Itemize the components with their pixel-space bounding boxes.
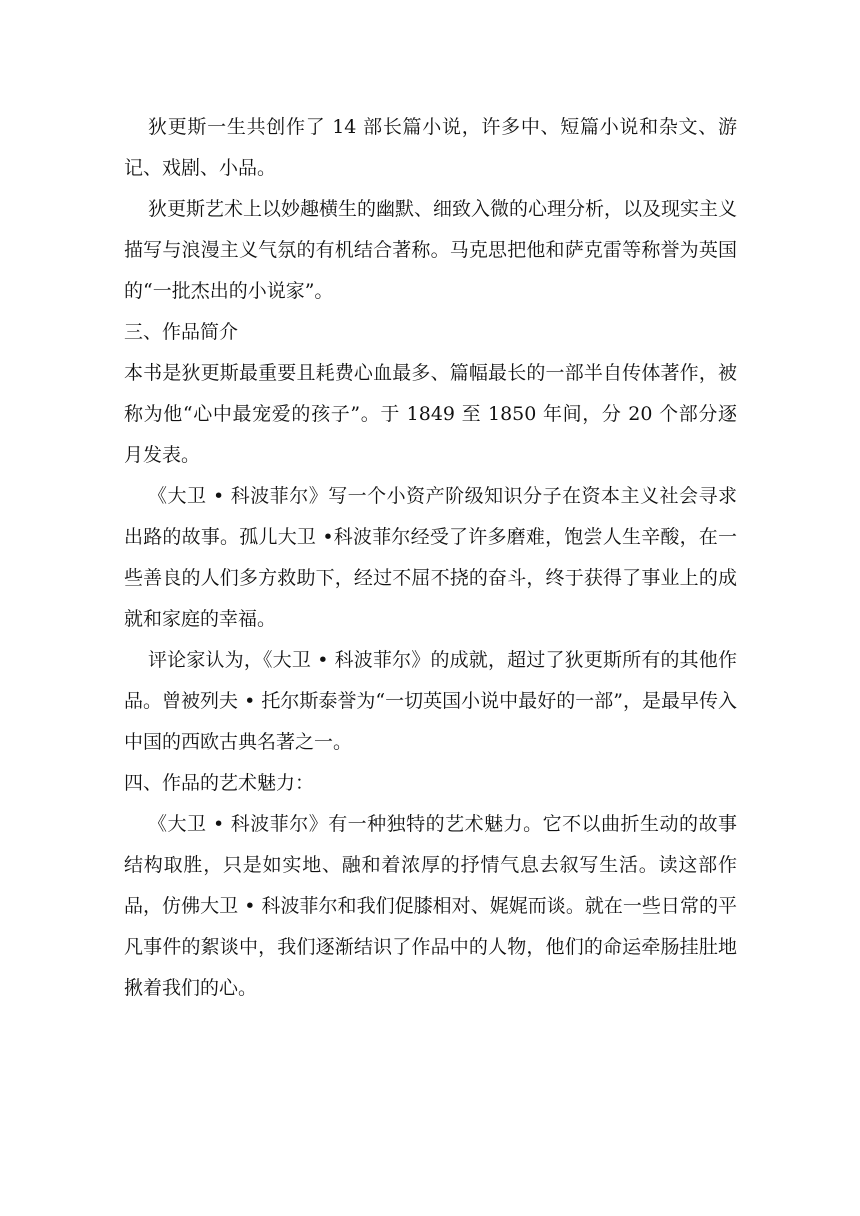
paragraph-critical-reception: 评论家认为，《大卫 • 科波菲尔》的成就，超过了狄更斯所有的其他作品。曾被列夫 • 托尔斯泰誉为“一切英国小说中最好的一部”，是最早传入中国的西欧古典名著之一。	[124, 649, 737, 753]
section-heading-artistic-charm: 四、作品的艺术魅力：	[124, 772, 315, 794]
paragraph-artistic-charm: 《大卫 • 科波菲尔》有一种独特的艺术魅力。它不以曲折生动的故事结构取胜，只是如实地、融和着浓厚的抒情气息去叙写生活。读这部作品，仿佛大卫 • 科波菲尔和我们促膝相对、娓娓而谈。就在一些日常的平凡事件的絮谈中，我们逐渐结识了作品中的人物，他们的命运牵肠挂肚地揪着我们的心。	[124, 813, 737, 999]
paragraph-artistic-style: 狄更斯艺术上以妙趣横生的幽默、细致入微的心理分析，以及现实主义描写与浪漫主义气氛的有机结合著称。马克思把他和萨克雷等称誉为英国的“一批杰出的小说家”。	[124, 198, 738, 302]
paragraph-works-count: 狄更斯一生共创作了 14 部长篇小说，许多中、短篇小说和杂文、游记、戏剧、小品。	[124, 116, 737, 179]
paragraph-plot-summary: 《大卫 • 科波菲尔》写一个小资产阶级知识分子在资本主义社会寻求出路的故事。孤儿大卫 •科波菲尔经受了许多磨难，饱尝人生辛酸，在一些善良的人们多方救助下，经过不屈不挠的奋斗，终于获得了事业上的成就和家庭的幸福。	[124, 485, 737, 630]
document-page	[124, 107, 737, 1009]
section-heading-works-intro: 三、作品简介	[124, 321, 239, 343]
paragraph-book-intro: 本书是狄更斯最重要且耗费心血最多、篇幅最长的一部半自传体著作，被称为他“心中最宠爱的孩子”。于 1849 至 1850 年间，分 20 个部分逐月发表。	[124, 362, 737, 466]
